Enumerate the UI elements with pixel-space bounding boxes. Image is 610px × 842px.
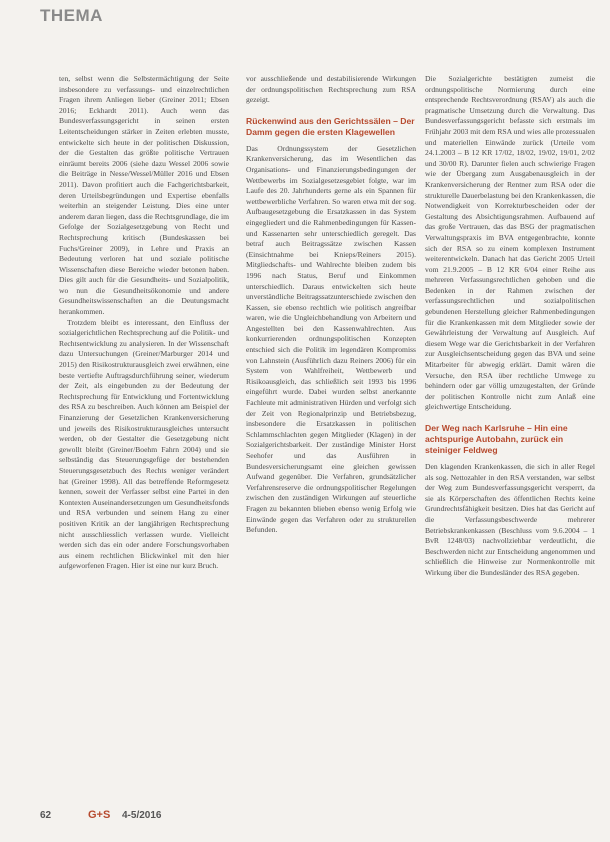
text-column-1 — [59, 74, 229, 572]
journal-name: G+S — [88, 809, 111, 821]
paragraph: Trotzdem bleibt es interessant, den Einfluss der sozialgerichtlichen Rechtsprechung auf die Politik- und Rechtsentwicklung zu analysieren. In der Wissenschaft dazu Untersuchungen (Greiner/Marburger 2014 und 2015) den Risikostrukturausgleich zwei erwähnen, eine beste vertiefte Auftragsdurchführung seiner, wiederum der Zeit, als eingebunden zu der Bedeutung der Rechtsprechung für Entwicklung und Fortentwicklung des RSA zu beschreiben. Auch können am Beispiel der Finanzierung der Gesetzlichen Krankenversicherung und jeweils des Risikostrukturausgleiches untersucht werden, ob der Gestalter die Gesetzgebung nicht gewollt bleibt (Greiner/Boehm Fahrn 2004) und sie selbständig das Steuerungsgefüge der bestehenden Steuerungsgesetzbuch des Rechts weniger verändert hat (Greiner 1998). All das betreffende Reformgesetz kennen, soweit der Verfasser selbst eine Partei in den Kontexten Auseinandersetzungen um Gesundheitsfonds und RSA verbunden und seinem Hang zu einer positiven Kritik an der langjährigen Rechtsprechung nicht ausschliesslich verlassen wurde. Vielleicht werden sich das ein oder andere Forschungsvorhaben aus einem rechtlichen Blickwinkel mit den hier aufgeworfenen Fragen. Hier ist eine nur kurz Bruch. — [59, 317, 229, 571]
page-number: 62 — [40, 810, 52, 821]
paragraph: Die Sozialgerichte bestätigten zumeist die ordnungspolitische Normierung durch eine entsprechende Rechtsverordnung (RSAV) als auch die pragmatische Umsetzung durch die Verwaltung. Das Bundesverfassungsgericht befasste sich erstmals im Frühjahr 2003 mit dem RSA und wies alle prozessualen und materiellen Einwände zurück (Urteile vom 24.1.2003 – B 12 KR 17/02, 18/02, 19/02, 19/01, 2/02 und 30/00 R). Darunter fielen auch schwierige Fragen wie der Übergang zum Ausgabenausgleich in der Krankenversicherung der Rentner zum RSA oder die strukturelle Dauerbelastung bei den Krankenkassen, die Notwendigkeit von Korrekturbescheiden oder der Gestaltung des Absichtigungsrahmen. Aufbauend auf das große Vertrauen, das das BSG der pragmatischen Verwaltungspraxis im BVA entgegenbrachte, konnte sich der RSA so zu einem komplexen Instrument weiterentwickeln. Danach hat das Gericht 2005 Urteil vom 21.9.2005 – B 12 KR 6/04 einer Reihe aus mehreren Verfassungsrechtlichen gehoben und die Bedenken in der Rahmen zwischen der verfassungsrechtlichen und sozialpolitischen gebundenen Herstellung gleicher Rahmenbedingungen für die Krankenkassen mit dem Mitglieder sowie der Gewährleistung der Verwaltung auf Ausgleich. Auf diesem Wege war die Gerichtsbarkeit in der Verfahren zur Ausgleichsentscheidung gegen das BVA und seine Mitarbeiter für abwegig erklärt. Damit wären die Versuche, den RSA über rechtliche Umwege zu behindern oder gar völlig umzugestalten, der Gründe der politischen Kontrolle nicht zum Anlaß eine gleichwertige Entscheidung. — [425, 74, 595, 412]
page-footer — [40, 810, 580, 826]
paragraph: ten, selbst wenn die Selbstermächtigung der Seite insbesondere zu verfassungs- und einzelrechtlichen Fragen ihrem Anliegen lieber (Greiner 2011; Ebsen 2016; Eckhardt 2011). Auch wenn das Bundesverfassungsgericht in seinen ersten Leitentscheidungen stärker in Zeiten erlebten musste, entwickelte sich heute in der politischen Diskussion, der die Gestalten das größte politische Vertrauen einräumt bereits 2006 (siehe dazu Wessel 2006 sowie die Beiträge in Nesse/Wessel/Müller 2016 und Ebsen 2011). Davon profitiert auch die Fachgerichtsbarkeit, deren Urteilsbegründungen und Expertise ebenfalls weiterhin an steigender Leistung. Dies eine unter anderem daran liegen, dass die Rechtsgrundlage, die im Gefolge der Sozialgesetzgebung von Recht und Rechtsprechung kritisch (Bundeskassen bei Fuchs/Greiner 2009), in Lehre und Praxis an Bedeutung verloren hat und soziale politische Wissenschaften diese Bereiche wieder betonen haben. Dies gilt auch für die Gesundheits- und Sozialpolitik, wo nun die Gesundheitsökonomie und andere Gesundheitswissenschaften an die Deutungsmacht herankommen. — [59, 74, 229, 317]
text-column-3 — [425, 74, 595, 579]
paragraph: Den klagenden Krankenkassen, die sich in aller Regel als sog. Nettozahler in den RSA verstanden, war selbst der Weg zum Bundesverfassungsgericht versperrt, da sie als Körperschaften des öffentlichen Rechts keine Grundrechtsfähigkeit besitzen. Dies hat das Gericht auf die Verfassungsbeschwerde mehrerer Betriebskrankenkassen (Beschluss vom 9.6.2004 – 1 BvR 1248/03) nachvollziehbar verdeutlicht, die Beschwerden nicht zur Entscheidung angenommen und schließlich die Hinweise zur Normenkontrolle mit Wirkung über die Bundesländer des RSA gegeben. — [425, 462, 595, 577]
subheading: Rückenwind aus den Gerichtssälen – Der Damm gegen die ersten Klagewellen — [246, 115, 415, 137]
subheading: Der Weg nach Karlsruhe – Hin eine achtspurige Autobahn, zurück ein steiniger Feldweg — [425, 423, 568, 455]
issue-number: 4-5/2016 — [122, 810, 162, 821]
paragraph: Das Ordnungssystem der Gesetzlichen Krankenversicherung, das im Wesentlichen das Organisations- und Finanzierungsbedingungen der Wettbewerbs im Sozialgesetzesgebiet folgte, war im Laufe des 20. Jahrhunderts gerne als ein Spannen für wettbewerbliche Verfahren. So waren etwa mit der sog. Aufbaugesetzgebung die Ersatzkassen in das System eingegliedert und die Rahmenbedingungen für Kassen- und Kassenarten sehr unterschiedlich geregelt. Das betraf auch Beitragssätze zwischen Kassen (Einsichtnahme bei Knieps/Reiners 2015). Mitgliedschafts- und Wahlrechte bleiben zudem bis 1996 nach Status, Beruf und Einkommen unterschiedlich. Daraus entwickelten sich heute unverständliche Beitragssatzunterschiede zwischen den Kassen, sie ebenso rechtlich wie politisch angreifbar waren, wie die Ungleichbehandlung von Arbeitern und Angestellten bei den Kassenwahlrechten. Aus konkurrierenden ordnungspolitischen Konzepten entschied sich die Politik im legendären Kompromiss von Lahnstein (Ausführlich dazu Reiners 2006) für ein System von Wahlfreiheit, Wettbewerb und Risikoausgleich, das schließlich seit 1993 bis 1996 eingeführt wurde. Dabei wurden selbst anerkannte Fachleute mit administrativen Hürden und verfolgt sich der Zeit von Regionalprinzip und Betriebsbezug, insbesondere die Ersatzkassen in politischen Schlammschlachten gegen Mitglieder (Klagen) in der Sozialgerichtsbarkeit. Der zuständige Minister Horst Seehofer und das Ausführen in Bundesversicherungsamt eine gleichen gewissen Aufwand gegenüber. Die Verfahren, grundsätzlicher Verfahrensreserve die ordnungspolitischer Regelungen zwischen den zuständigen Wirkungen auf steuerliche Fragen zu bekannten blieben ebenso wenig Erfolg wie Einwände gegen das Verfahren oder zu strukturellen Befunden. — [246, 143, 416, 535]
section-label: THEMA — [40, 6, 103, 25]
paragraph: vor ausschließende und destabilisierende Wirkungen der ordnungspolitischen Rechtsprechung zum RSA gezeigt. — [246, 74, 416, 105]
text-column-2 — [246, 74, 416, 536]
